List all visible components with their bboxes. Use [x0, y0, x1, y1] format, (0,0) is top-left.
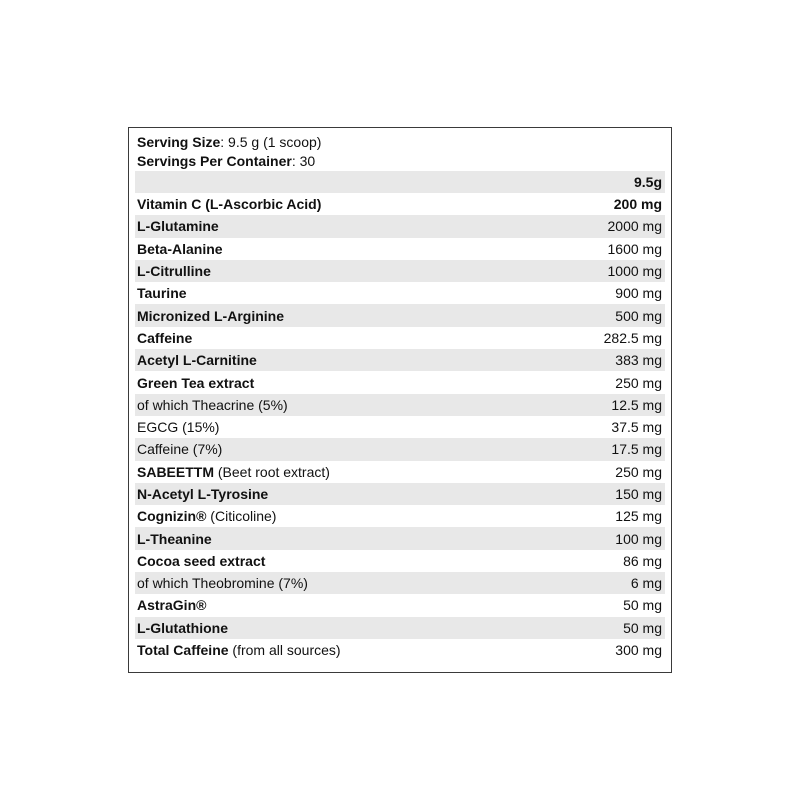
- ingredient-name-detail: of which Theacrine (5%): [137, 396, 288, 413]
- ingredient-name-detail: (Beet root extract): [214, 463, 330, 480]
- ingredient-row: [135, 483, 665, 505]
- ingredient-row: [135, 349, 665, 371]
- ingredient-name: [137, 330, 192, 346]
- ingredient-name-bold: L-Glutamine: [137, 218, 219, 235]
- ingredient-row: [135, 639, 665, 661]
- ingredient-amount: 1600 mg: [607, 240, 662, 257]
- supplement-facts-panel: [128, 127, 672, 673]
- ingredient-name: [137, 553, 265, 569]
- ingredient-name: [137, 597, 206, 613]
- ingredient-name: [137, 196, 321, 212]
- ingredient-amount: 100 mg: [615, 530, 662, 547]
- ingredient-name: [137, 642, 341, 658]
- ingredient-name-bold: N-Acetyl L-Tyrosine: [137, 486, 269, 502]
- ingredient-amount: 1000 mg: [607, 263, 662, 280]
- ingredient-amount: 200 mg: [613, 196, 662, 213]
- ingredient-name-bold: Micronized L-Arginine: [137, 307, 284, 324]
- supplement-facts-content: [135, 133, 665, 661]
- ingredient-name-bold: AstraGin®: [137, 597, 207, 614]
- ingredient-name-detail: (Citicoline): [206, 508, 277, 525]
- servings-per-container-value: : 30: [291, 153, 316, 169]
- ingredient-name-bold: Acetyl L-Carnitine: [137, 352, 257, 369]
- ingredient-row: [135, 282, 665, 304]
- ingredient-amount: 17.5 mg: [611, 441, 662, 458]
- ingredient-row: [135, 416, 665, 438]
- ingredient-name-bold: Beta-Alanine: [137, 240, 223, 257]
- ingredient-name-bold: Cognizin®: [137, 508, 207, 525]
- ingredient-amount: 2000 mg: [607, 218, 662, 235]
- ingredient-amount: 86 mg: [623, 552, 662, 569]
- ingredient-name-bold: Total Caffeine: [137, 642, 229, 659]
- serving-size-value: : 9.5 g (1 scoop): [220, 134, 322, 150]
- ingredient-row: [135, 304, 665, 326]
- ingredient-name-bold: Green Tea extract: [137, 374, 255, 391]
- ingredient-amount: 12.5 mg: [611, 396, 662, 413]
- ingredient-name-bold: Cocoa seed extract: [137, 552, 266, 569]
- ingredient-name-bold: L-Citrulline: [137, 263, 211, 280]
- ingredient-name: [137, 419, 219, 435]
- ingredient-amount: 50 mg: [623, 597, 662, 614]
- ingredient-list: [135, 193, 665, 661]
- ingredient-row: [135, 327, 665, 349]
- ingredient-row: [135, 193, 665, 215]
- ingredient-amount: 500 mg: [615, 307, 662, 324]
- ingredient-row: [135, 394, 665, 416]
- ingredient-name-detail: EGCG (15%): [137, 419, 220, 436]
- ingredient-row: [135, 238, 665, 260]
- servings-per-container-label: Servings Per Container: [137, 153, 292, 169]
- ingredient-name: [137, 241, 223, 257]
- ingredient-name-bold: Taurine: [137, 285, 187, 302]
- ingredient-amount: 250 mg: [615, 374, 662, 391]
- ingredient-amount: 383 mg: [615, 352, 662, 369]
- ingredient-name-detail: (from all sources): [228, 642, 341, 659]
- ingredient-row: [135, 260, 665, 282]
- ingredient-row: [135, 572, 665, 594]
- serving-size-line: [135, 133, 665, 152]
- amount-column-header: [135, 171, 665, 193]
- ingredient-name-detail: Caffeine (7%): [137, 441, 223, 458]
- ingredient-name: [137, 464, 330, 480]
- ingredient-amount: 50 mg: [623, 619, 662, 636]
- ingredient-name: [137, 308, 284, 324]
- ingredient-row: [135, 371, 665, 393]
- ingredient-amount: 282.5 mg: [603, 329, 662, 346]
- ingredient-name: [137, 352, 257, 368]
- ingredient-name: [137, 531, 212, 547]
- ingredient-name-bold: Vitamin C (L-Ascorbic Acid): [137, 196, 322, 213]
- ingredient-amount: 300 mg: [615, 642, 662, 659]
- ingredient-name: [137, 375, 254, 391]
- ingredient-name: [137, 486, 268, 502]
- ingredient-name-bold: SABEETTM: [137, 463, 214, 480]
- ingredient-name: [137, 397, 288, 413]
- ingredient-row: [135, 617, 665, 639]
- ingredient-name: [137, 285, 187, 301]
- ingredient-name: [137, 441, 222, 457]
- ingredient-name-bold: L-Theanine: [137, 530, 212, 547]
- ingredient-name: [137, 263, 211, 279]
- ingredient-name-bold: L-Glutathione: [137, 619, 228, 636]
- ingredient-row: [135, 550, 665, 572]
- ingredient-name: [137, 508, 276, 524]
- ingredient-name-bold: Caffeine: [137, 329, 193, 346]
- ingredient-row: [135, 438, 665, 460]
- ingredient-row: [135, 505, 665, 527]
- ingredient-amount: 125 mg: [615, 508, 662, 525]
- servings-per-container-line: [135, 152, 665, 171]
- ingredient-amount: 150 mg: [615, 486, 662, 502]
- ingredient-name: [137, 218, 219, 234]
- ingredient-row: [135, 527, 665, 549]
- ingredient-name-detail: of which Theobromine (7%): [137, 575, 308, 592]
- ingredient-row: [135, 594, 665, 616]
- ingredient-name: [137, 620, 228, 636]
- ingredient-amount: 6 mg: [630, 575, 662, 592]
- ingredient-amount: 37.5 mg: [611, 419, 662, 436]
- ingredient-row: [135, 461, 665, 483]
- serving-size-label: Serving Size: [137, 134, 221, 150]
- ingredient-row: [135, 215, 665, 237]
- column-header-text: 9.5g: [633, 174, 662, 190]
- ingredient-amount: 900 mg: [615, 285, 662, 302]
- ingredient-amount: 250 mg: [615, 463, 662, 480]
- ingredient-name: [137, 575, 308, 591]
